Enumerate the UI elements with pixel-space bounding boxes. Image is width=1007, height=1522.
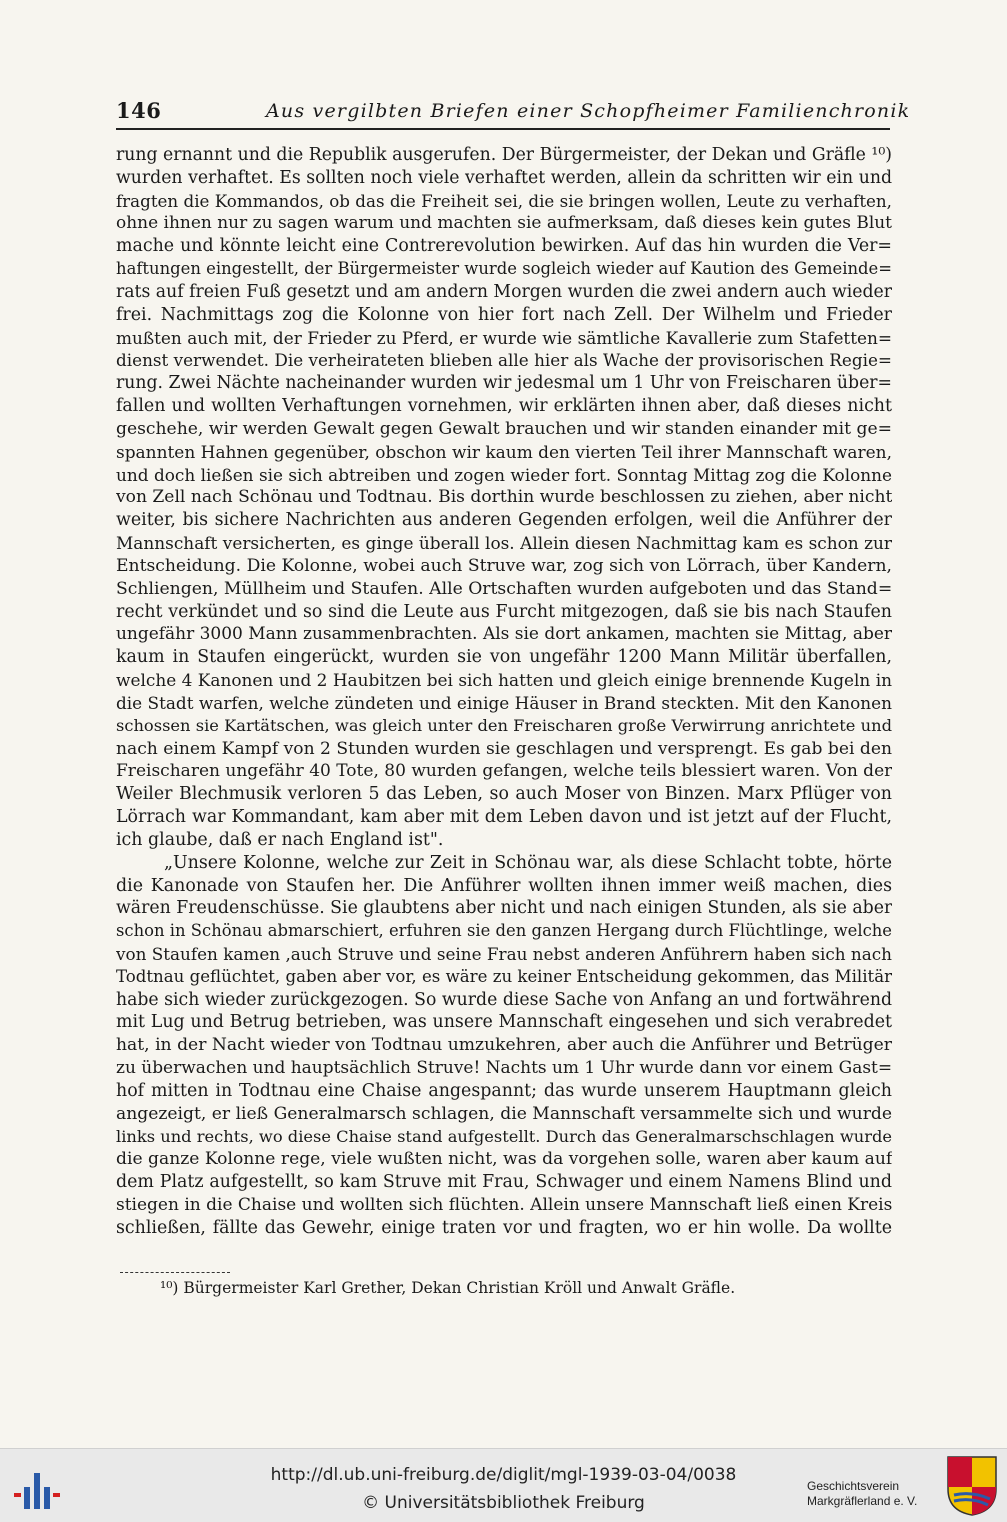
text-line: Lörrach war Kommandant, kam aber mit dem Leben davon und ist jetzt auf der Flucht, [116, 807, 892, 828]
text-line: von Staufen kamen ,auch Struve und seine Frau nebst anderen Anführern haben sich nach [116, 943, 892, 964]
text-line: die Kanonade von Staufen her. Die Anführer wollten ihnen immer weiß machen, dies [116, 875, 892, 896]
text-line: Entscheidung. Die Kolonne, wobei auch Struve war, zog sich von Lörrach, über Kandern, [116, 555, 892, 576]
text-line: links und rechts, wo diese Chaise stand aufgestellt. Durch das Generalmarschschlagen wurde [116, 1126, 892, 1146]
text-line: schossen sie Kartätschen, was gleich unter den Freischaren große Verwirrung anrichtete und [116, 715, 892, 735]
text-line: die Stadt warfen, welche zündeten und einige Häuser in Brand steckten. Mit den Kanonen [116, 692, 892, 713]
text-line: nach einem Kampf von 2 Stunden wurden sie geschlagen und versprengt. Es gab bei den [116, 738, 892, 759]
text-line: hat, in der Nacht wieder von Todtnau umzukehren, aber auch die Anführer und Betrüger [116, 1035, 892, 1056]
copyright-text: © Universitätsbibliothek Freiburg [362, 1493, 645, 1513]
text-line: Todtnau geflüchtet, gaben aber vor, es wäre zu keiner Entscheidung gekommen, das Militär [116, 966, 892, 986]
text-line: mache und könnte leicht eine Contrerevolution bewirken. Auf das hin wurden die Ver= [116, 236, 892, 257]
footnote-rule [120, 1272, 230, 1273]
society-name-line1: Geschichtsverein [807, 1479, 900, 1493]
text-line: frei. Nachmittags zog die Kolonne von hier fort nach Zell. Der Wilhelm und Frieder [116, 304, 892, 325]
page-number: 146 [116, 98, 162, 123]
text-line: zu überwachen und hauptsächlich Struve! Nachts um 1 Uhr wurde dann vor einem Gast= [116, 1058, 892, 1079]
text-line: Weiler Blechmusik verloren 5 das Leben, so auch Moser von Binzen. Marx Pflüger von [116, 784, 892, 805]
text-line: hof mitten in Todtnau eine Chaise angespannt; das wurde unserem Hauptmann gleich [116, 1080, 892, 1101]
text-line: rung. Zwei Nächte nacheinander wurden wir jedesmal um 1 Uhr von Freischaren über= [116, 373, 892, 394]
text-line: habe sich wieder zurückgezogen. So wurde diese Sache von Anfang an und fortwährend [116, 989, 892, 1010]
text-line: rats auf freien Fuß gesetzt und am andern Morgen wurden die zwei andern auch wieder [116, 281, 892, 302]
text-line: recht verkündet und so sind die Leute aus Furcht mitgezogen, daß sie bis nach Staufen [116, 601, 892, 622]
text-line: geschehe, wir werden Gewalt gegen Gewalt brauchen und wir standen einander mit ge= [116, 418, 892, 439]
text-line: wurden verhaftet. Es sollten noch viele verhaftet werden, allein da schritten wir ein und [116, 167, 892, 188]
text-line: schließen, fällte das Gewehr, einige traten vor und fragten, wo er hin wolle. Da wollte [116, 1217, 892, 1238]
running-title: Aus vergilbten Briefen einer Schopfheimer Familienchronik [266, 100, 911, 122]
society-name [807, 1479, 947, 1509]
text-line: ungefähr 3000 Mann zusammenbrachten. Als sie dort ankamen, machten sie Mittag, aber [116, 624, 892, 645]
text-line: stiegen in die Chaise und wollten sich flüchten. Allein unsere Mannschaft ließ einen Kreis [116, 1195, 892, 1216]
document-url-link[interactable]: http://dl.ub.uni-freiburg.de/diglit/mgl-1939-03-04/0038 [270, 1465, 737, 1485]
text-line: die ganze Kolonne rege, viele wußten nicht, was da vorgehen solle, waren aber kaum auf [116, 1149, 892, 1170]
footnote: ¹⁰) Bürgermeister Karl Grether, Dekan Christian Kröll und Anwalt Gräfle. [160, 1279, 736, 1297]
text-line: dienst verwendet. Die verheirateten blieben alle hier als Wache der provisorischen Regie= [116, 350, 892, 371]
header-rule [116, 128, 890, 130]
society-name-line2: Markgräflerland e. V. [807, 1494, 918, 1508]
viewer-footer [0, 1448, 1007, 1522]
text-line: fragten die Kommandos, ob das die Freiheit sei, die sie bringen wollen, Leute zu verhaften, [116, 190, 892, 211]
text-line: ich glaube, daß er nach England ist". [116, 829, 444, 850]
text-line: mußten auch mit, der Frieder zu Pferd, er wurde wie sämtliche Kavallerie zum Stafetten= [116, 327, 892, 348]
text-line: Mannschaft versicherten, es ginge überall los. Allein diesen Nachmittag kam es schon zur [116, 533, 892, 554]
text-line: schon in Schönau abmarschiert, erfuhren sie den ganzen Hergang durch Flüchtlinge, welche [116, 921, 892, 941]
coat-of-arms-icon[interactable] [946, 1455, 998, 1517]
page-header [116, 98, 911, 128]
text-line: Schliengen, Müllheim und Staufen. Alle Ortschaften wurden aufgeboten und das Stand= [116, 578, 892, 599]
text-line: rung ernannt und die Republik ausgerufen. Der Bürgermeister, der Dekan und Gräfle ¹⁰) [116, 145, 892, 165]
text-line: ohne ihnen nur zu sagen warum und machten sie aufmerksam, daß dieses kein gutes Blut [116, 213, 892, 234]
text-line: mit Lug und Betrug betrieben, was unsere Mannschaft eingesehen und sich verabredet [116, 1012, 892, 1033]
body-text [116, 144, 892, 1240]
text-line: weiter, bis sichere Nachrichten aus anderen Gegenden erfolgen, weil die Anführer der [116, 510, 892, 531]
text-line: von Zell nach Schönau und Todtnau. Bis dorthin wurde beschlossen zu ziehen, aber nicht [116, 487, 892, 508]
text-line: Freischaren ungefähr 40 Tote, 80 wurden gefangen, welche teils blessiert waren. Von der [116, 761, 892, 782]
text-line: wären Freudenschüsse. Sie glaubtens aber nicht und nach einigen Stunden, als sie aber [116, 898, 892, 919]
text-line: welche 4 Kanonen und 2 Haubitzen bei sich hatten und gleich einige brennende Kugeln in [116, 670, 892, 691]
text-line: kaum in Staufen eingerückt, wurden sie von ungefähr 1200 Mann Militär überfallen, [116, 647, 892, 668]
text-line: angezeigt, er ließ Generalmarsch schlagen, die Mannschaft versammelte sich und wurde [116, 1103, 892, 1124]
text-line: spannten Hahnen gegenüber, obschon wir kaum den vierten Teil ihrer Mannschaft waren, [116, 441, 892, 462]
text-line: haftungen eingestellt, der Bürgermeister wurde sogleich wieder auf Kaution des Gemeinde= [116, 259, 892, 279]
text-line: dem Platz aufgestellt, so kam Struve mit Frau, Schwager und einem Namens Blind und [116, 1172, 892, 1193]
text-line: „Unsere Kolonne, welche zur Zeit in Schönau war, als diese Schlacht tobte, hörte [164, 852, 892, 873]
text-line: fallen und wollten Verhaftungen vornehmen, wir erklärten ihnen aber, daß dieses nicht [116, 396, 892, 417]
text-line: und doch ließen sie sich abtreiben und zogen wieder fort. Sonntag Mittag zog die Kolonne [116, 464, 892, 485]
